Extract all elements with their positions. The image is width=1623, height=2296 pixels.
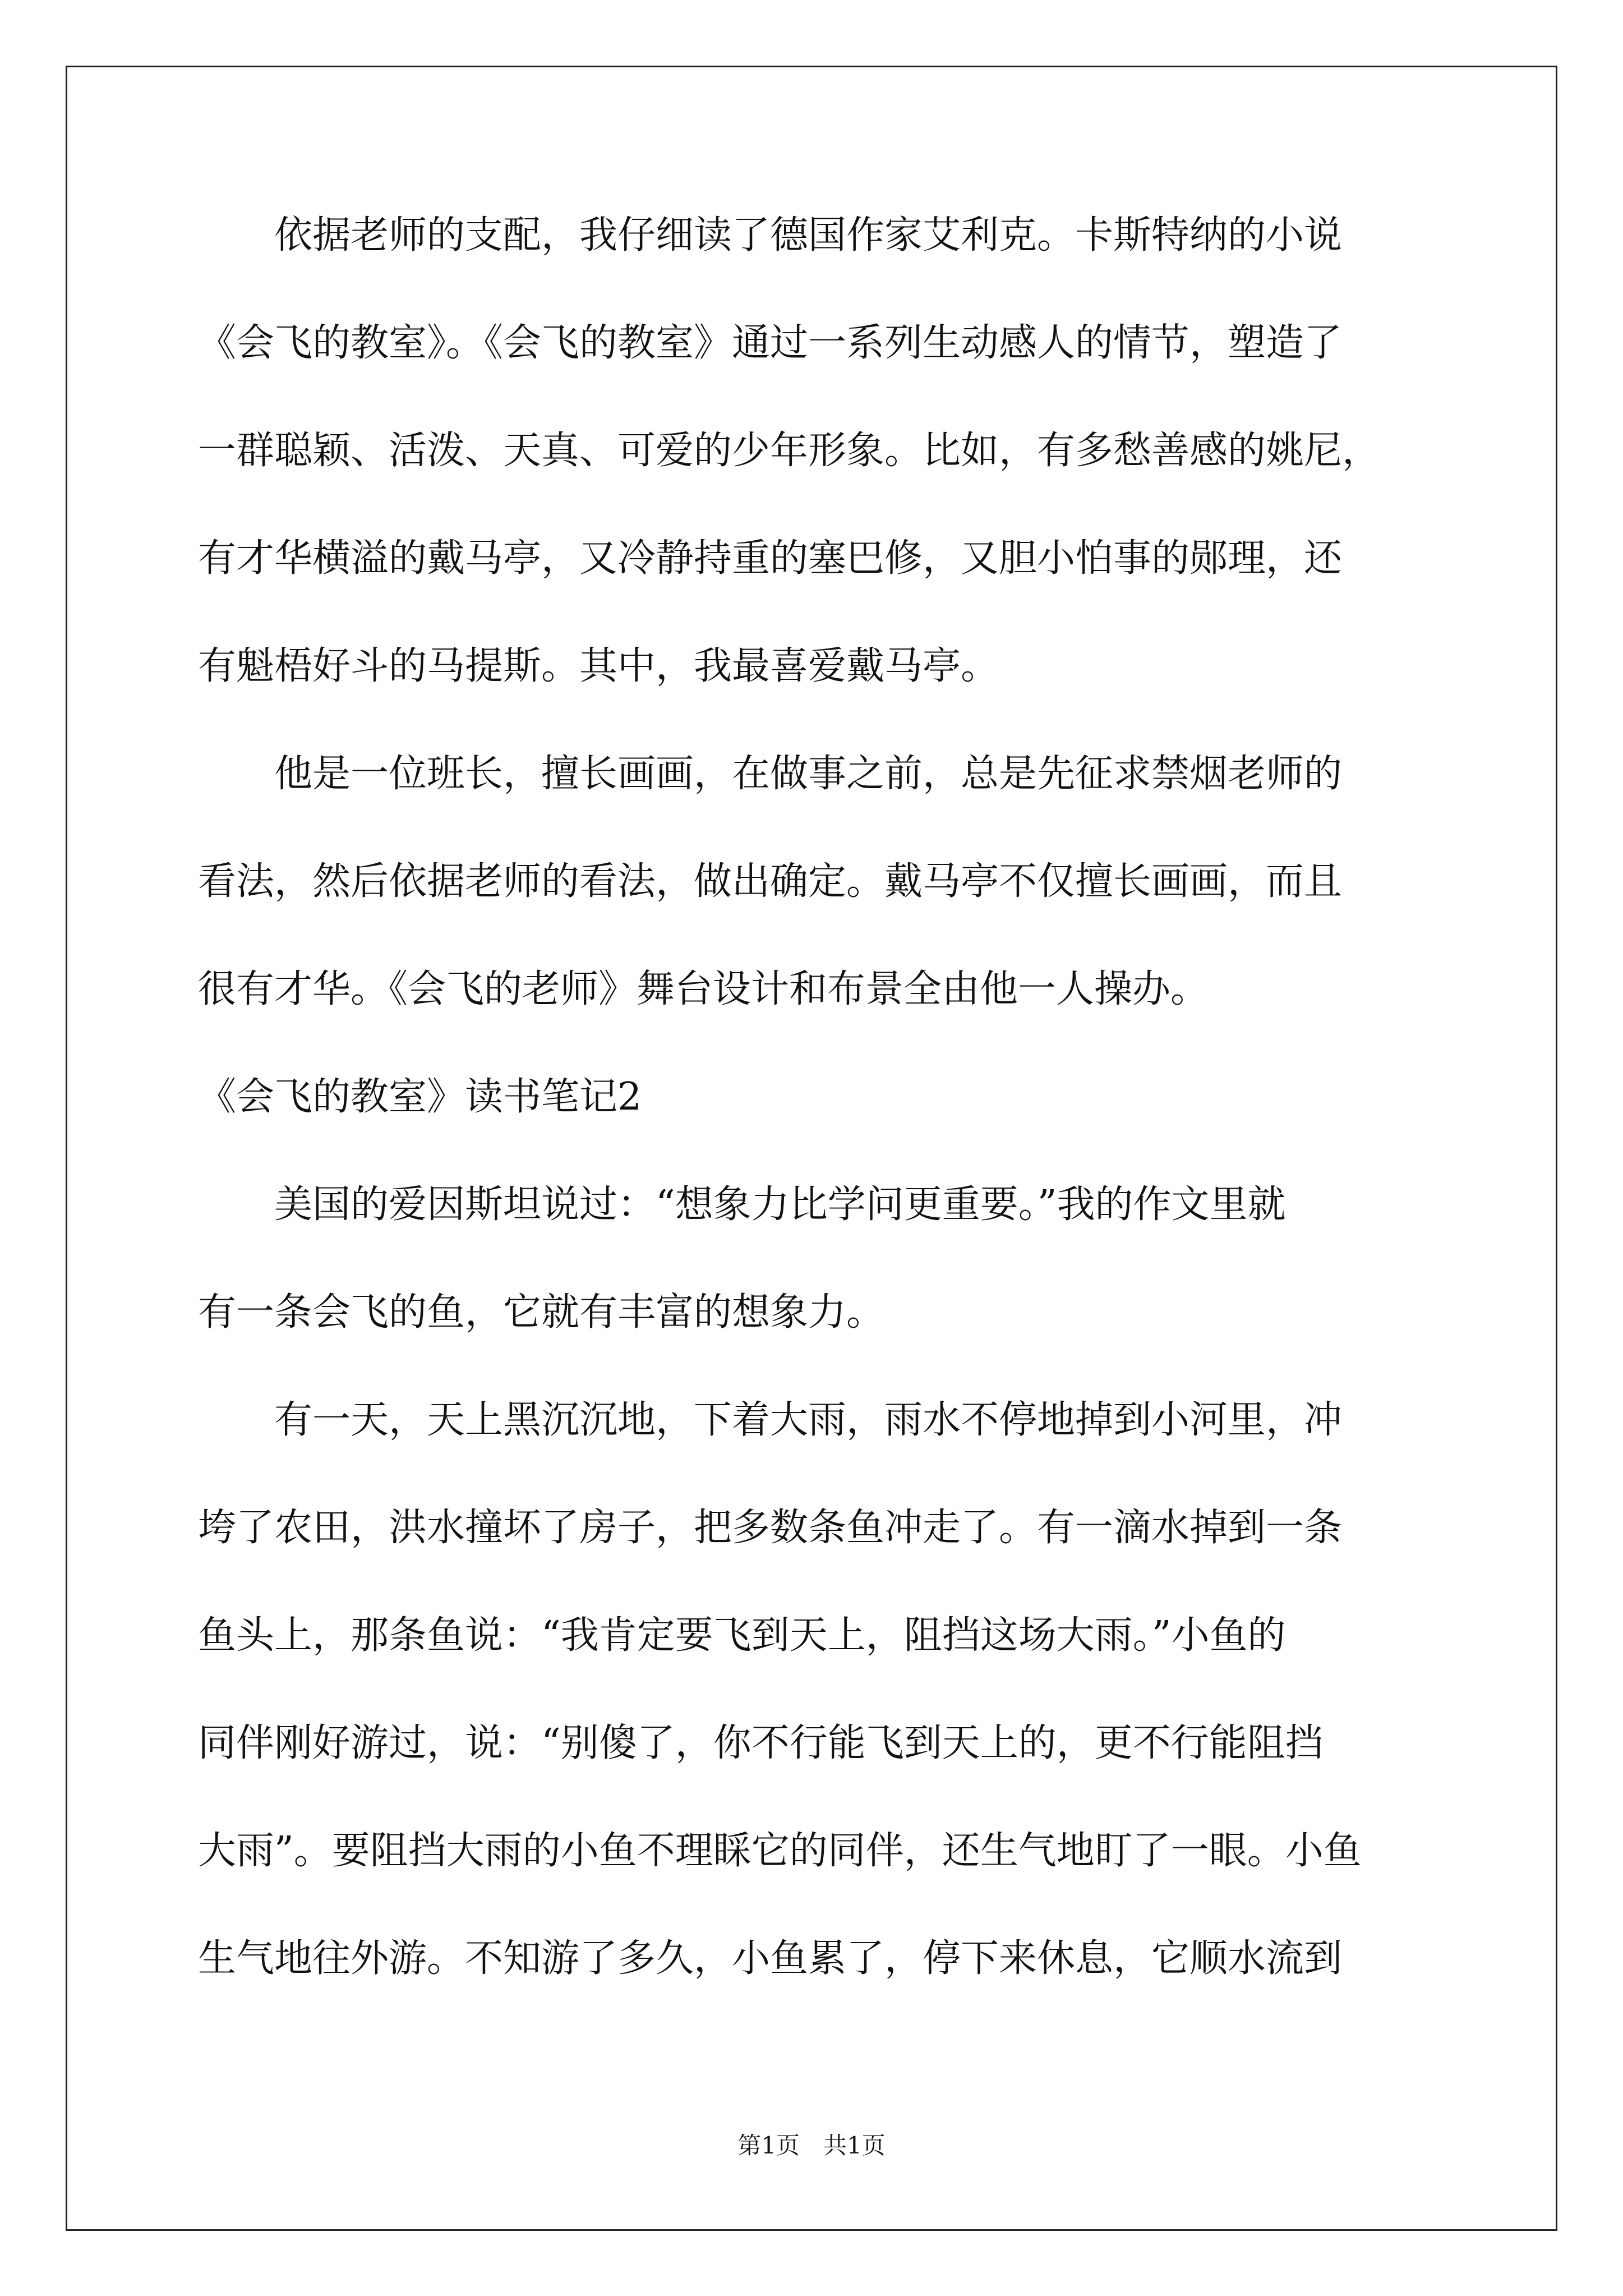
text-line: 一群聪颖、活泼、天真、可爱的少年形象。比如，有多愁善感的姚尼， xyxy=(198,429,1381,473)
text-line: 美国的爱因斯坦说过：“想象力比学问更重要。”我的作文里就 xyxy=(198,1182,1286,1227)
text-line: 有魁梧好斗的马提斯。其中，我最喜爱戴马亭。 xyxy=(198,644,999,688)
document-body xyxy=(198,213,1432,2044)
text-line: 同伴刚好游过，说：“别傻了，你不行能飞到天上的，更不行能阻挡 xyxy=(198,1721,1324,1765)
text-line: 看法，然后依据老师的看法，做出确定。戴马亭不仅擅长画画，而且 xyxy=(198,859,1343,904)
text-line: 《会飞的教室》。《会飞的教室》通过一系列生动感人的情节，塑造了 xyxy=(198,321,1343,365)
text-line: 有一条会飞的鱼，它就有丰富的想象力。 xyxy=(198,1290,885,1335)
text-line: 很有才华。《会飞的老师》舞台设计和布景全由他一人操办。 xyxy=(198,967,1209,1011)
text-line: 有才华横溢的戴马亭，又冷静持重的塞巴修，又胆小怕事的郧理，还 xyxy=(198,536,1343,581)
text-line: 他是一位班长，擅长画画，在做事之前，总是先征求禁烟老师的 xyxy=(198,752,1343,796)
text-line: 有一天，天上黑沉沉地，下着大雨，雨水不停地掉到小河里，冲 xyxy=(198,1398,1343,1442)
text-line: 垮了农田，洪水撞坏了房子，把多数条鱼冲走了。有一滴水掉到一条 xyxy=(198,1506,1343,1550)
text-line: 生气地往外游。不知游了多久，小鱼累了，停下来休息，它顺水流到 xyxy=(198,1936,1343,1981)
text-line: 大雨”。要阻挡大雨的小鱼不理睬它的同伴，还生气地盯了一眼。小鱼 xyxy=(198,1829,1362,1873)
text-line: 依据老师的支配，我仔细读了德国作家艾利克。卡斯特纳的小说 xyxy=(198,213,1343,257)
page-footer: 第1页 共1页 xyxy=(737,2132,886,2159)
section-heading: 《会飞的教室》读书笔记2 xyxy=(198,1075,642,1119)
text-line: 鱼头上，那条鱼说：“我肯定要飞到天上，阻挡这场大雨。”小鱼的 xyxy=(198,1613,1286,1658)
